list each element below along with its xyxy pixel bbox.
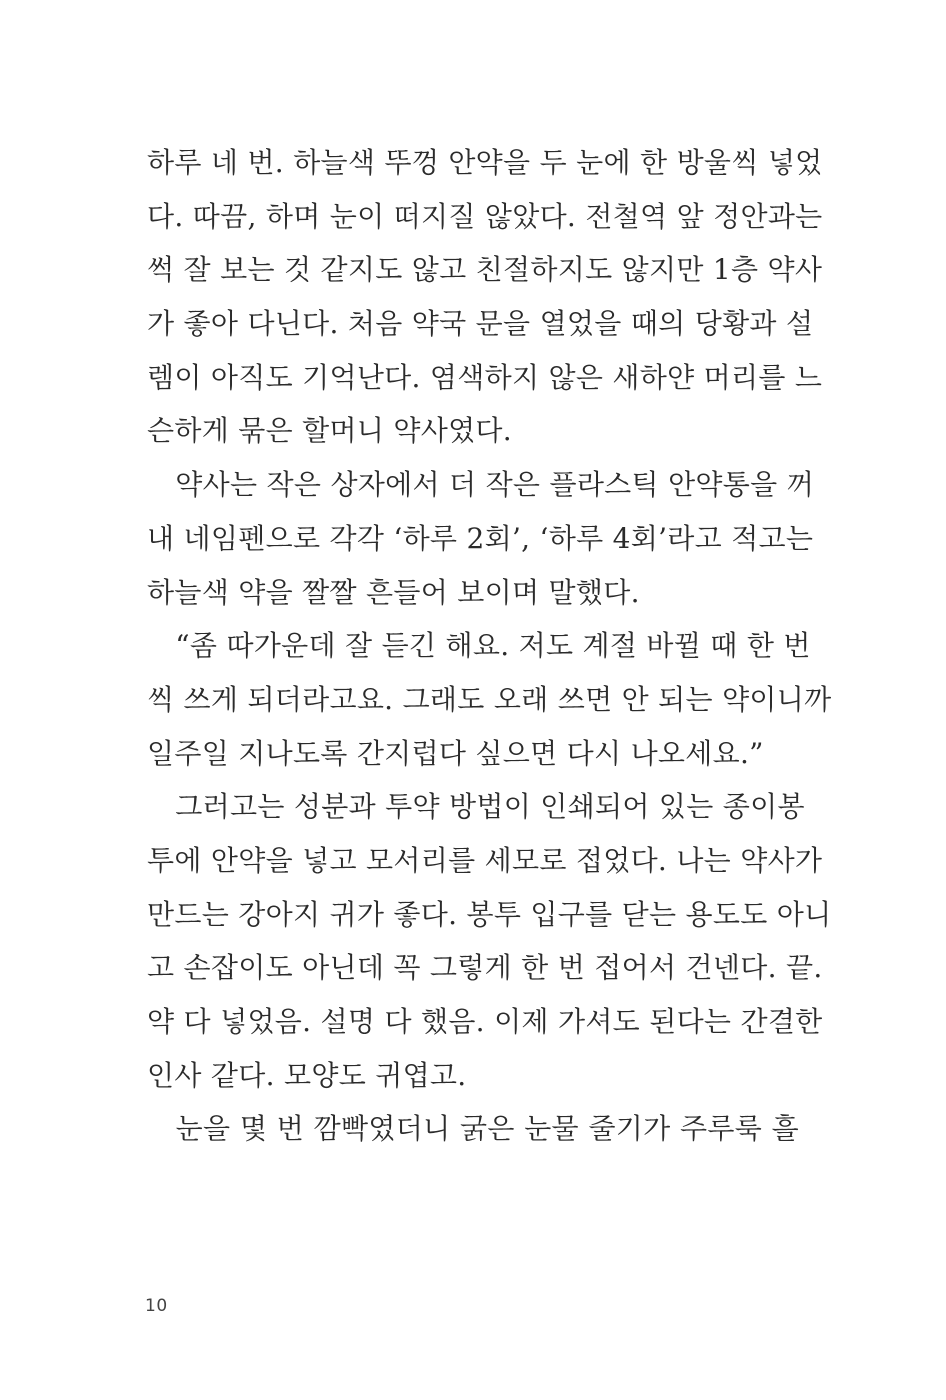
text-line: 그러고는 성분과 투약 방법이 인쇄되어 있는 종이봉: [147, 790, 805, 824]
text-line: 하늘색 약을 짤짤 흔들어 보이며 말했다.: [147, 575, 640, 609]
text-line: 투에 안약을 넣고 모서리를 세모로 접었다. 나는 약사가: [147, 843, 823, 877]
text-line: 씩 쓰게 되더라고요. 그래도 오래 쓰면 안 되는 약이니까: [147, 682, 832, 716]
text-line: 가 좋아 다닌다. 처음 약국 문을 열었을 때의 당황과 설: [147, 307, 814, 341]
text-line: 고 손잡이도 아닌데 꼭 그렇게 한 번 접어서 건넨다. 끝.: [147, 951, 823, 985]
body-text: [147, 136, 832, 1156]
text-line: “좀 따가운데 잘 듣긴 해요. 저도 계절 바뀔 때 한 번: [147, 629, 811, 663]
text-line: 썩 잘 보는 것 같지도 않고 친절하지도 않지만 1층 약사: [147, 253, 823, 287]
text-line: 렘이 아직도 기억난다. 염색하지 않은 새하얀 머리를 느: [147, 360, 823, 394]
text-line: 약사는 작은 상자에서 더 작은 플라스틱 안약통을 꺼: [147, 468, 815, 502]
text-line: 일주일 지나도록 간지럽다 싶으면 다시 나오세요.”: [147, 736, 764, 770]
text-line: 다. 따끔, 하며 눈이 떠지질 않았다. 전철역 앞 정안과는: [147, 199, 823, 233]
text-line: 약 다 넣었음. 설명 다 했음. 이제 가셔도 된다는 간결한: [147, 1005, 823, 1038]
text-line: 눈을 몇 번 깜빡였더니 굵은 눈물 줄기가 주루룩 흘: [147, 1112, 799, 1146]
text-line: 만드는 강아지 귀가 좋다. 봉투 입구를 닫는 용도도 아니: [147, 897, 832, 931]
text-line: 인사 같다. 모양도 귀엽고.: [147, 1058, 467, 1092]
page-number: 10: [145, 1296, 168, 1316]
text-line: 하루 네 번. 하늘색 뚜껑 안약을 두 눈에 한 방울씩 넣었: [147, 146, 823, 179]
text-line: 슨하게 묶은 할머니 약사였다.: [147, 414, 512, 448]
text-line: 내 네임펜으로 각각 ‘하루 2회’, ‘하루 4회’라고 적고는: [147, 521, 814, 555]
